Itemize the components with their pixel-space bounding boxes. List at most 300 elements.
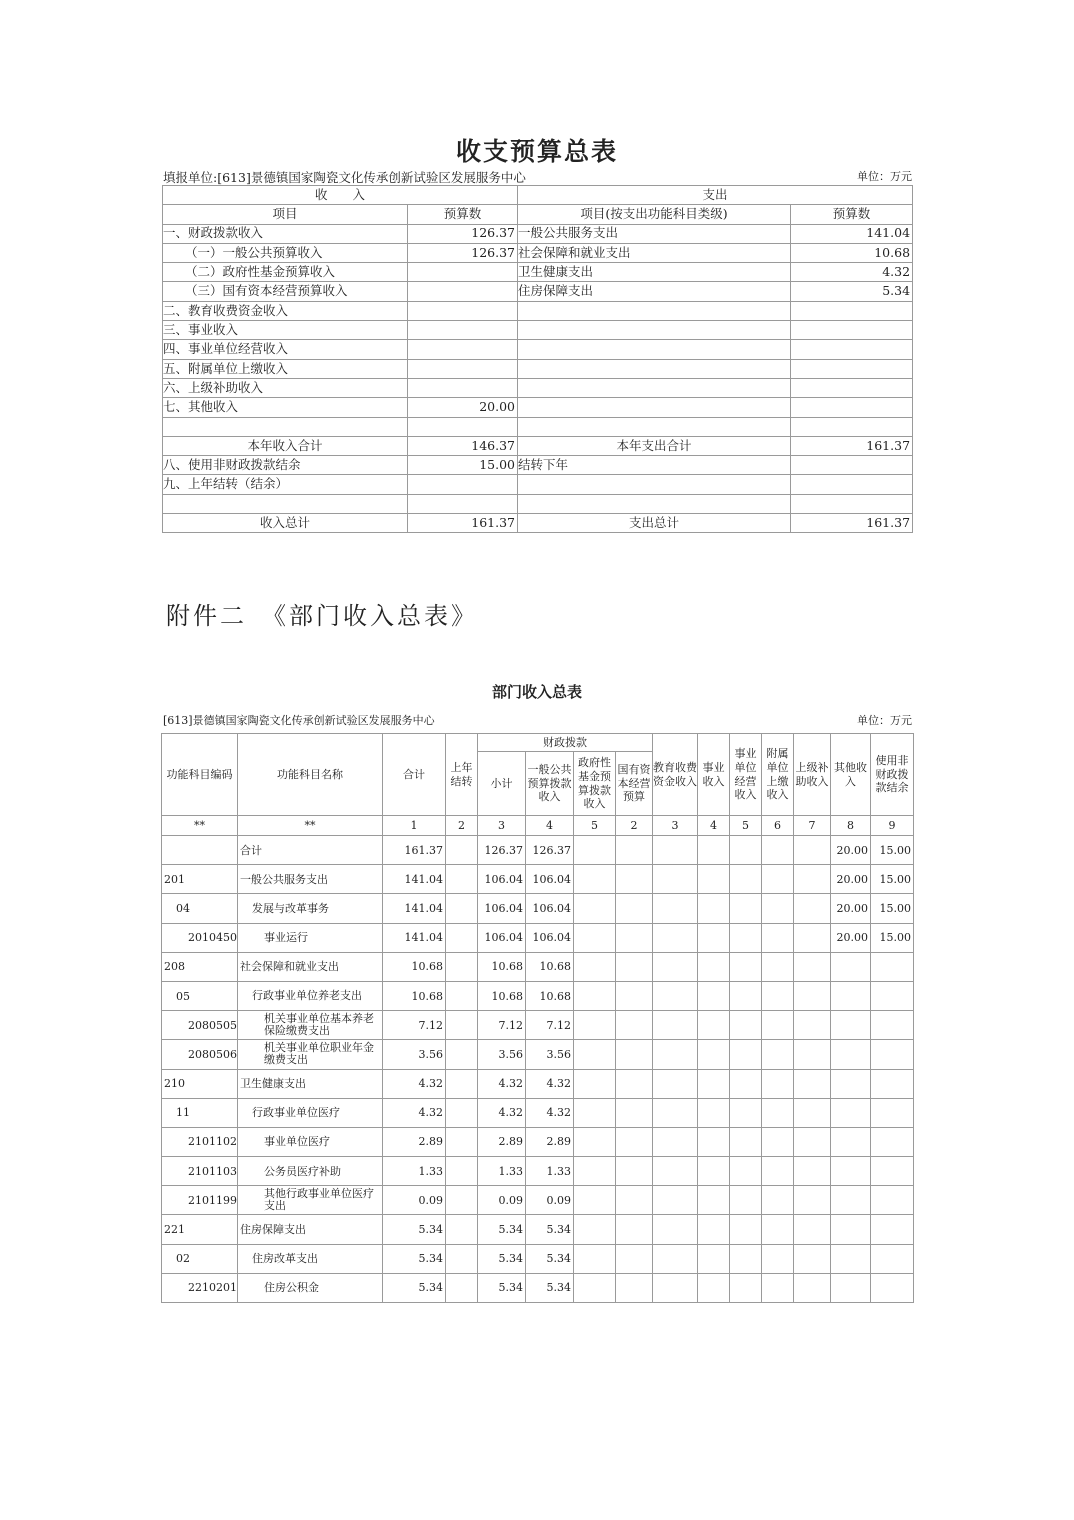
cell-total: 141.04 xyxy=(383,865,446,894)
cell-edu-fee xyxy=(653,1215,698,1244)
cell-general: 1.33 xyxy=(526,1157,574,1186)
cell-general: 3.56 xyxy=(526,1040,574,1069)
cell-superior xyxy=(794,865,831,894)
cell-general: 106.04 xyxy=(526,923,574,952)
annex-heading: 附件二 《部门收入总表》 xyxy=(166,602,478,630)
expense-item xyxy=(518,340,791,359)
cell-carryover xyxy=(446,1040,478,1069)
cell-fund xyxy=(574,1127,616,1156)
h-non-fiscal: 使用非财政拨款结余 xyxy=(871,734,914,816)
cell-operating xyxy=(730,1040,762,1069)
index-cell: 5 xyxy=(574,816,616,836)
cell-operating xyxy=(730,1011,762,1040)
income-item: 八、使用非财政拨款结余 xyxy=(163,456,408,475)
cell-carryover xyxy=(446,952,478,981)
cell-subtotal: 106.04 xyxy=(478,923,526,952)
cell-state-capital xyxy=(616,1186,653,1215)
income-value: 20.00 xyxy=(408,398,518,417)
cell-operating xyxy=(730,1098,762,1127)
cell-non-fiscal xyxy=(871,1157,914,1186)
cell-operating xyxy=(730,952,762,981)
cell-business xyxy=(698,1157,730,1186)
cell-total: 141.04 xyxy=(383,894,446,923)
table-row xyxy=(162,1011,914,1040)
cell-edu-fee xyxy=(653,923,698,952)
cell-state-capital xyxy=(616,1244,653,1273)
cell-code: 201 xyxy=(162,865,238,894)
income-value: 146.37 xyxy=(408,436,518,455)
table-row xyxy=(162,923,914,952)
cell-total: 5.34 xyxy=(383,1244,446,1273)
cell-fund xyxy=(574,1011,616,1040)
cell-carryover xyxy=(446,923,478,952)
cell-carryover xyxy=(446,981,478,1010)
cell-edu-fee xyxy=(653,1157,698,1186)
h-general: 一般公共预算拨款收入 xyxy=(526,752,574,816)
expense-value xyxy=(791,301,913,320)
cell-subtotal: 5.34 xyxy=(478,1273,526,1302)
h-name: 功能科目名称 xyxy=(238,734,383,816)
cell-fund xyxy=(574,923,616,952)
cell-edu-fee xyxy=(653,1127,698,1156)
cell-name: 事业单位医疗 xyxy=(238,1127,383,1156)
table-row xyxy=(162,1040,914,1069)
table-row xyxy=(163,436,913,455)
expense-value xyxy=(791,417,913,436)
budget-summary-title: 收支预算总表 xyxy=(455,137,618,166)
cell-non-fiscal xyxy=(871,1069,914,1098)
table-row xyxy=(163,417,913,436)
income-item: （三）国有资本经营预算收入 xyxy=(163,282,408,301)
expense-item xyxy=(518,359,791,378)
index-cell: 3 xyxy=(653,816,698,836)
cell-business xyxy=(698,1011,730,1040)
index-cell: 7 xyxy=(794,816,831,836)
index-cell: ** xyxy=(162,816,238,836)
cell-state-capital xyxy=(616,1069,653,1098)
table-row xyxy=(163,378,913,397)
cell-code: 05 xyxy=(162,981,238,1010)
cell-general: 5.34 xyxy=(526,1273,574,1302)
cell-non-fiscal xyxy=(871,952,914,981)
h-code: 功能科目编码 xyxy=(162,734,238,816)
cell-edu-fee xyxy=(653,981,698,1010)
cell-name: 住房公积金 xyxy=(238,1273,383,1302)
cell-non-fiscal xyxy=(871,1040,914,1069)
cell-superior xyxy=(794,1157,831,1186)
cell-subtotal: 10.68 xyxy=(478,952,526,981)
cell-business xyxy=(698,1040,730,1069)
cell-state-capital xyxy=(616,836,653,865)
cell-business xyxy=(698,1127,730,1156)
cell-non-fiscal xyxy=(871,981,914,1010)
cell-carryover xyxy=(446,1069,478,1098)
income-value: 126.37 xyxy=(408,243,518,262)
cell-business xyxy=(698,923,730,952)
cell-general: 2.89 xyxy=(526,1127,574,1156)
cell-name: 住房改革支出 xyxy=(238,1244,383,1273)
cell-fund xyxy=(574,1040,616,1069)
income-header: 收 入 xyxy=(163,186,518,205)
income-value xyxy=(408,359,518,378)
cell-affiliate xyxy=(762,923,794,952)
cell-name: 行政事业单位医疗 xyxy=(238,1098,383,1127)
cell-total: 3.56 xyxy=(383,1040,446,1069)
cell-total: 4.32 xyxy=(383,1098,446,1127)
cell-affiliate xyxy=(762,981,794,1010)
cell-general: 106.04 xyxy=(526,894,574,923)
cell-code: 210 xyxy=(162,1069,238,1098)
cell-name: 一般公共服务支出 xyxy=(238,865,383,894)
table-row xyxy=(162,836,914,865)
cell-other xyxy=(831,1127,871,1156)
cell-affiliate xyxy=(762,894,794,923)
expense-value: 4.32 xyxy=(791,263,913,282)
expense-value: 161.37 xyxy=(791,436,913,455)
cell-non-fiscal: 15.00 xyxy=(871,836,914,865)
table-row xyxy=(163,263,913,282)
cell-operating xyxy=(730,1215,762,1244)
table-row xyxy=(163,475,913,494)
table-row xyxy=(163,494,913,513)
cell-fund xyxy=(574,1098,616,1127)
cell-superior xyxy=(794,1186,831,1215)
cell-fund xyxy=(574,865,616,894)
cell-business xyxy=(698,1186,730,1215)
cell-non-fiscal xyxy=(871,1098,914,1127)
cell-name: 发展与改革事务 xyxy=(238,894,383,923)
filing-unit: 填报单位:[613]景德镇国家陶瓷文化传承创新试验区发展服务中心 xyxy=(163,170,526,185)
cell-code: 2080505 xyxy=(162,1011,238,1040)
cell-edu-fee xyxy=(653,1273,698,1302)
cell-other xyxy=(831,1040,871,1069)
cell-affiliate xyxy=(762,1011,794,1040)
income-value xyxy=(408,321,518,340)
cell-superior xyxy=(794,1069,831,1098)
cell-name: 机关事业单位职业年金缴费支出 xyxy=(238,1040,383,1069)
expense-item: 住房保障支出 xyxy=(518,282,791,301)
cell-non-fiscal xyxy=(871,1273,914,1302)
table-row xyxy=(163,282,913,301)
expense-value xyxy=(791,456,913,475)
table-row xyxy=(162,1215,914,1244)
income-value xyxy=(408,263,518,282)
cell-code: 2101199 xyxy=(162,1186,238,1215)
cell-non-fiscal xyxy=(871,1127,914,1156)
cell-carryover xyxy=(446,1215,478,1244)
cell-other: 20.00 xyxy=(831,836,871,865)
unit-label: 单位：万元 xyxy=(857,170,912,183)
cell-total: 10.68 xyxy=(383,952,446,981)
expense-item: 社会保障和就业支出 xyxy=(518,243,791,262)
cell-name: 卫生健康支出 xyxy=(238,1069,383,1098)
cell-other xyxy=(831,952,871,981)
cell-state-capital xyxy=(616,1273,653,1302)
expense-value xyxy=(791,359,913,378)
cell-affiliate xyxy=(762,1040,794,1069)
cell-total: 7.12 xyxy=(383,1011,446,1040)
cell-total: 5.34 xyxy=(383,1215,446,1244)
unit-label-2: 单位：万元 xyxy=(857,714,912,727)
cell-superior xyxy=(794,1011,831,1040)
income-value xyxy=(408,475,518,494)
table-column-row xyxy=(163,205,913,224)
income-item xyxy=(163,417,408,436)
table-row xyxy=(163,398,913,417)
cell-business xyxy=(698,865,730,894)
cell-subtotal: 5.34 xyxy=(478,1215,526,1244)
cell-total: 4.32 xyxy=(383,1069,446,1098)
income-item: （二）政府性基金预算收入 xyxy=(163,263,408,282)
cell-fund xyxy=(574,1273,616,1302)
cell-general: 106.04 xyxy=(526,865,574,894)
table-row xyxy=(163,301,913,320)
cell-code: 02 xyxy=(162,1244,238,1273)
cell-superior xyxy=(794,1244,831,1273)
income-item xyxy=(163,494,408,513)
cell-subtotal: 1.33 xyxy=(478,1157,526,1186)
cell-general: 126.37 xyxy=(526,836,574,865)
cell-code: 2101103 xyxy=(162,1157,238,1186)
cell-carryover xyxy=(446,1186,478,1215)
income-item: 二、教育收费资金收入 xyxy=(163,301,408,320)
expense-item xyxy=(518,475,791,494)
cell-non-fiscal: 15.00 xyxy=(871,894,914,923)
cell-edu-fee xyxy=(653,1040,698,1069)
cell-other xyxy=(831,1186,871,1215)
expense-value: 10.68 xyxy=(791,243,913,262)
income-value xyxy=(408,340,518,359)
cell-name: 住房保障支出 xyxy=(238,1215,383,1244)
expense-item: 结转下年 xyxy=(518,456,791,475)
col-exp-budget: 预算数 xyxy=(791,205,913,224)
index-cell: ** xyxy=(238,816,383,836)
expense-value xyxy=(791,398,913,417)
cell-other xyxy=(831,1011,871,1040)
income-item: 本年收入合计 xyxy=(163,436,408,455)
cell-operating xyxy=(730,894,762,923)
h-total: 合计 xyxy=(383,734,446,816)
cell-general: 10.68 xyxy=(526,952,574,981)
budget-summary-table xyxy=(162,185,913,533)
expense-value xyxy=(791,321,913,340)
cell-total: 10.68 xyxy=(383,981,446,1010)
cell-code: 11 xyxy=(162,1098,238,1127)
cell-total: 161.37 xyxy=(383,836,446,865)
cell-code: 04 xyxy=(162,894,238,923)
cell-edu-fee xyxy=(653,1186,698,1215)
table-row xyxy=(162,981,914,1010)
cell-carryover xyxy=(446,865,478,894)
cell-subtotal: 106.04 xyxy=(478,894,526,923)
cell-superior xyxy=(794,952,831,981)
cell-business xyxy=(698,1215,730,1244)
cell-non-fiscal xyxy=(871,1215,914,1244)
cell-affiliate xyxy=(762,1244,794,1273)
income-item: 收入总计 xyxy=(163,514,408,533)
cell-general: 10.68 xyxy=(526,981,574,1010)
cell-affiliate xyxy=(762,836,794,865)
cell-business xyxy=(698,836,730,865)
dept-income-meta xyxy=(163,712,912,728)
cell-state-capital xyxy=(616,1157,653,1186)
table-row xyxy=(162,1098,914,1127)
dept-income-table xyxy=(161,733,914,1303)
cell-operating xyxy=(730,865,762,894)
cell-other xyxy=(831,1098,871,1127)
cell-code: 2210201 xyxy=(162,1273,238,1302)
cell-affiliate xyxy=(762,1186,794,1215)
cell-state-capital xyxy=(616,1098,653,1127)
expense-value xyxy=(791,340,913,359)
expense-item xyxy=(518,494,791,513)
cell-operating xyxy=(730,1157,762,1186)
cell-state-capital xyxy=(616,923,653,952)
expense-item xyxy=(518,378,791,397)
cell-code: 2010450 xyxy=(162,923,238,952)
table-row xyxy=(162,1157,914,1186)
income-item: 一、财政拨款收入 xyxy=(163,224,408,243)
cell-operating xyxy=(730,836,762,865)
table-row xyxy=(162,1186,914,1215)
table-row xyxy=(162,1127,914,1156)
table-row xyxy=(163,456,913,475)
table-row xyxy=(162,1273,914,1302)
expense-value xyxy=(791,475,913,494)
cell-superior xyxy=(794,1040,831,1069)
h-subtotal: 小计 xyxy=(478,752,526,816)
expense-value: 5.34 xyxy=(791,282,913,301)
cell-superior xyxy=(794,923,831,952)
index-cell: 5 xyxy=(730,816,762,836)
cell-code: 2080506 xyxy=(162,1040,238,1069)
cell-subtotal: 7.12 xyxy=(478,1011,526,1040)
cell-state-capital xyxy=(616,1215,653,1244)
cell-subtotal: 10.68 xyxy=(478,981,526,1010)
cell-other xyxy=(831,1215,871,1244)
cell-fund xyxy=(574,1157,616,1186)
cell-other xyxy=(831,1244,871,1273)
index-row xyxy=(162,816,914,836)
cell-affiliate xyxy=(762,1127,794,1156)
cell-superior xyxy=(794,1098,831,1127)
cell-other xyxy=(831,1273,871,1302)
cell-edu-fee xyxy=(653,1069,698,1098)
cell-subtotal: 4.32 xyxy=(478,1098,526,1127)
cell-general: 5.34 xyxy=(526,1244,574,1273)
cell-name: 合计 xyxy=(238,836,383,865)
cell-business xyxy=(698,894,730,923)
cell-other: 20.00 xyxy=(831,894,871,923)
budget-summary-meta xyxy=(163,168,912,184)
expense-item: 一般公共服务支出 xyxy=(518,224,791,243)
index-cell: 9 xyxy=(871,816,914,836)
cell-name: 行政事业单位养老支出 xyxy=(238,981,383,1010)
expense-item: 本年支出合计 xyxy=(518,436,791,455)
cell-business xyxy=(698,1069,730,1098)
expense-item xyxy=(518,321,791,340)
cell-business xyxy=(698,952,730,981)
cell-superior xyxy=(794,894,831,923)
cell-name: 社会保障和就业支出 xyxy=(238,952,383,981)
table-row xyxy=(163,514,913,533)
expense-item xyxy=(518,398,791,417)
table-row xyxy=(163,321,913,340)
cell-general: 7.12 xyxy=(526,1011,574,1040)
cell-other xyxy=(831,981,871,1010)
col-exp-item: 项目(按支出功能科目类级) xyxy=(518,205,791,224)
cell-non-fiscal xyxy=(871,1186,914,1215)
expense-item: 卫生健康支出 xyxy=(518,263,791,282)
cell-affiliate xyxy=(762,1157,794,1186)
cell-operating xyxy=(730,923,762,952)
cell-name: 机关事业单位基本养老保险缴费支出 xyxy=(238,1011,383,1040)
cell-name: 公务员医疗补助 xyxy=(238,1157,383,1186)
cell-operating xyxy=(730,981,762,1010)
cell-operating xyxy=(730,1244,762,1273)
cell-code xyxy=(162,836,238,865)
h-state-capital: 国有资本经营预算 xyxy=(616,752,653,816)
cell-superior xyxy=(794,981,831,1010)
header-row-1 xyxy=(162,734,914,752)
cell-name: 其他行政事业单位医疗支出 xyxy=(238,1186,383,1215)
table-header-row xyxy=(163,186,913,205)
index-cell: 8 xyxy=(831,816,871,836)
income-item: 三、事业收入 xyxy=(163,321,408,340)
cell-fund xyxy=(574,1215,616,1244)
table-row xyxy=(162,894,914,923)
index-cell: 1 xyxy=(383,816,446,836)
col-budget: 预算数 xyxy=(408,205,518,224)
cell-state-capital xyxy=(616,952,653,981)
h-carryover: 上年结转 xyxy=(446,734,478,816)
cell-state-capital xyxy=(616,1011,653,1040)
cell-carryover xyxy=(446,1127,478,1156)
cell-operating xyxy=(730,1186,762,1215)
col-item: 项目 xyxy=(163,205,408,224)
cell-fund xyxy=(574,952,616,981)
cell-business xyxy=(698,1098,730,1127)
cell-total: 5.34 xyxy=(383,1273,446,1302)
income-value xyxy=(408,378,518,397)
cell-subtotal: 5.34 xyxy=(478,1244,526,1273)
cell-subtotal: 126.37 xyxy=(478,836,526,865)
cell-carryover xyxy=(446,1011,478,1040)
cell-other: 20.00 xyxy=(831,923,871,952)
index-cell: 3 xyxy=(478,816,526,836)
h-edu-fee: 教育收费资金收入 xyxy=(653,734,698,816)
table-row xyxy=(162,952,914,981)
cell-operating xyxy=(730,1069,762,1098)
cell-other: 20.00 xyxy=(831,865,871,894)
cell-total: 2.89 xyxy=(383,1127,446,1156)
cell-general: 4.32 xyxy=(526,1069,574,1098)
cell-affiliate xyxy=(762,1069,794,1098)
cell-carryover xyxy=(446,1098,478,1127)
cell-edu-fee xyxy=(653,894,698,923)
income-value: 126.37 xyxy=(408,224,518,243)
cell-non-fiscal xyxy=(871,1011,914,1040)
cell-subtotal: 106.04 xyxy=(478,865,526,894)
cell-state-capital xyxy=(616,1040,653,1069)
index-cell: 4 xyxy=(526,816,574,836)
cell-affiliate xyxy=(762,1215,794,1244)
income-item: 六、上级补助收入 xyxy=(163,378,408,397)
cell-code: 2101102 xyxy=(162,1127,238,1156)
cell-edu-fee xyxy=(653,952,698,981)
table-row xyxy=(163,243,913,262)
cell-edu-fee xyxy=(653,865,698,894)
